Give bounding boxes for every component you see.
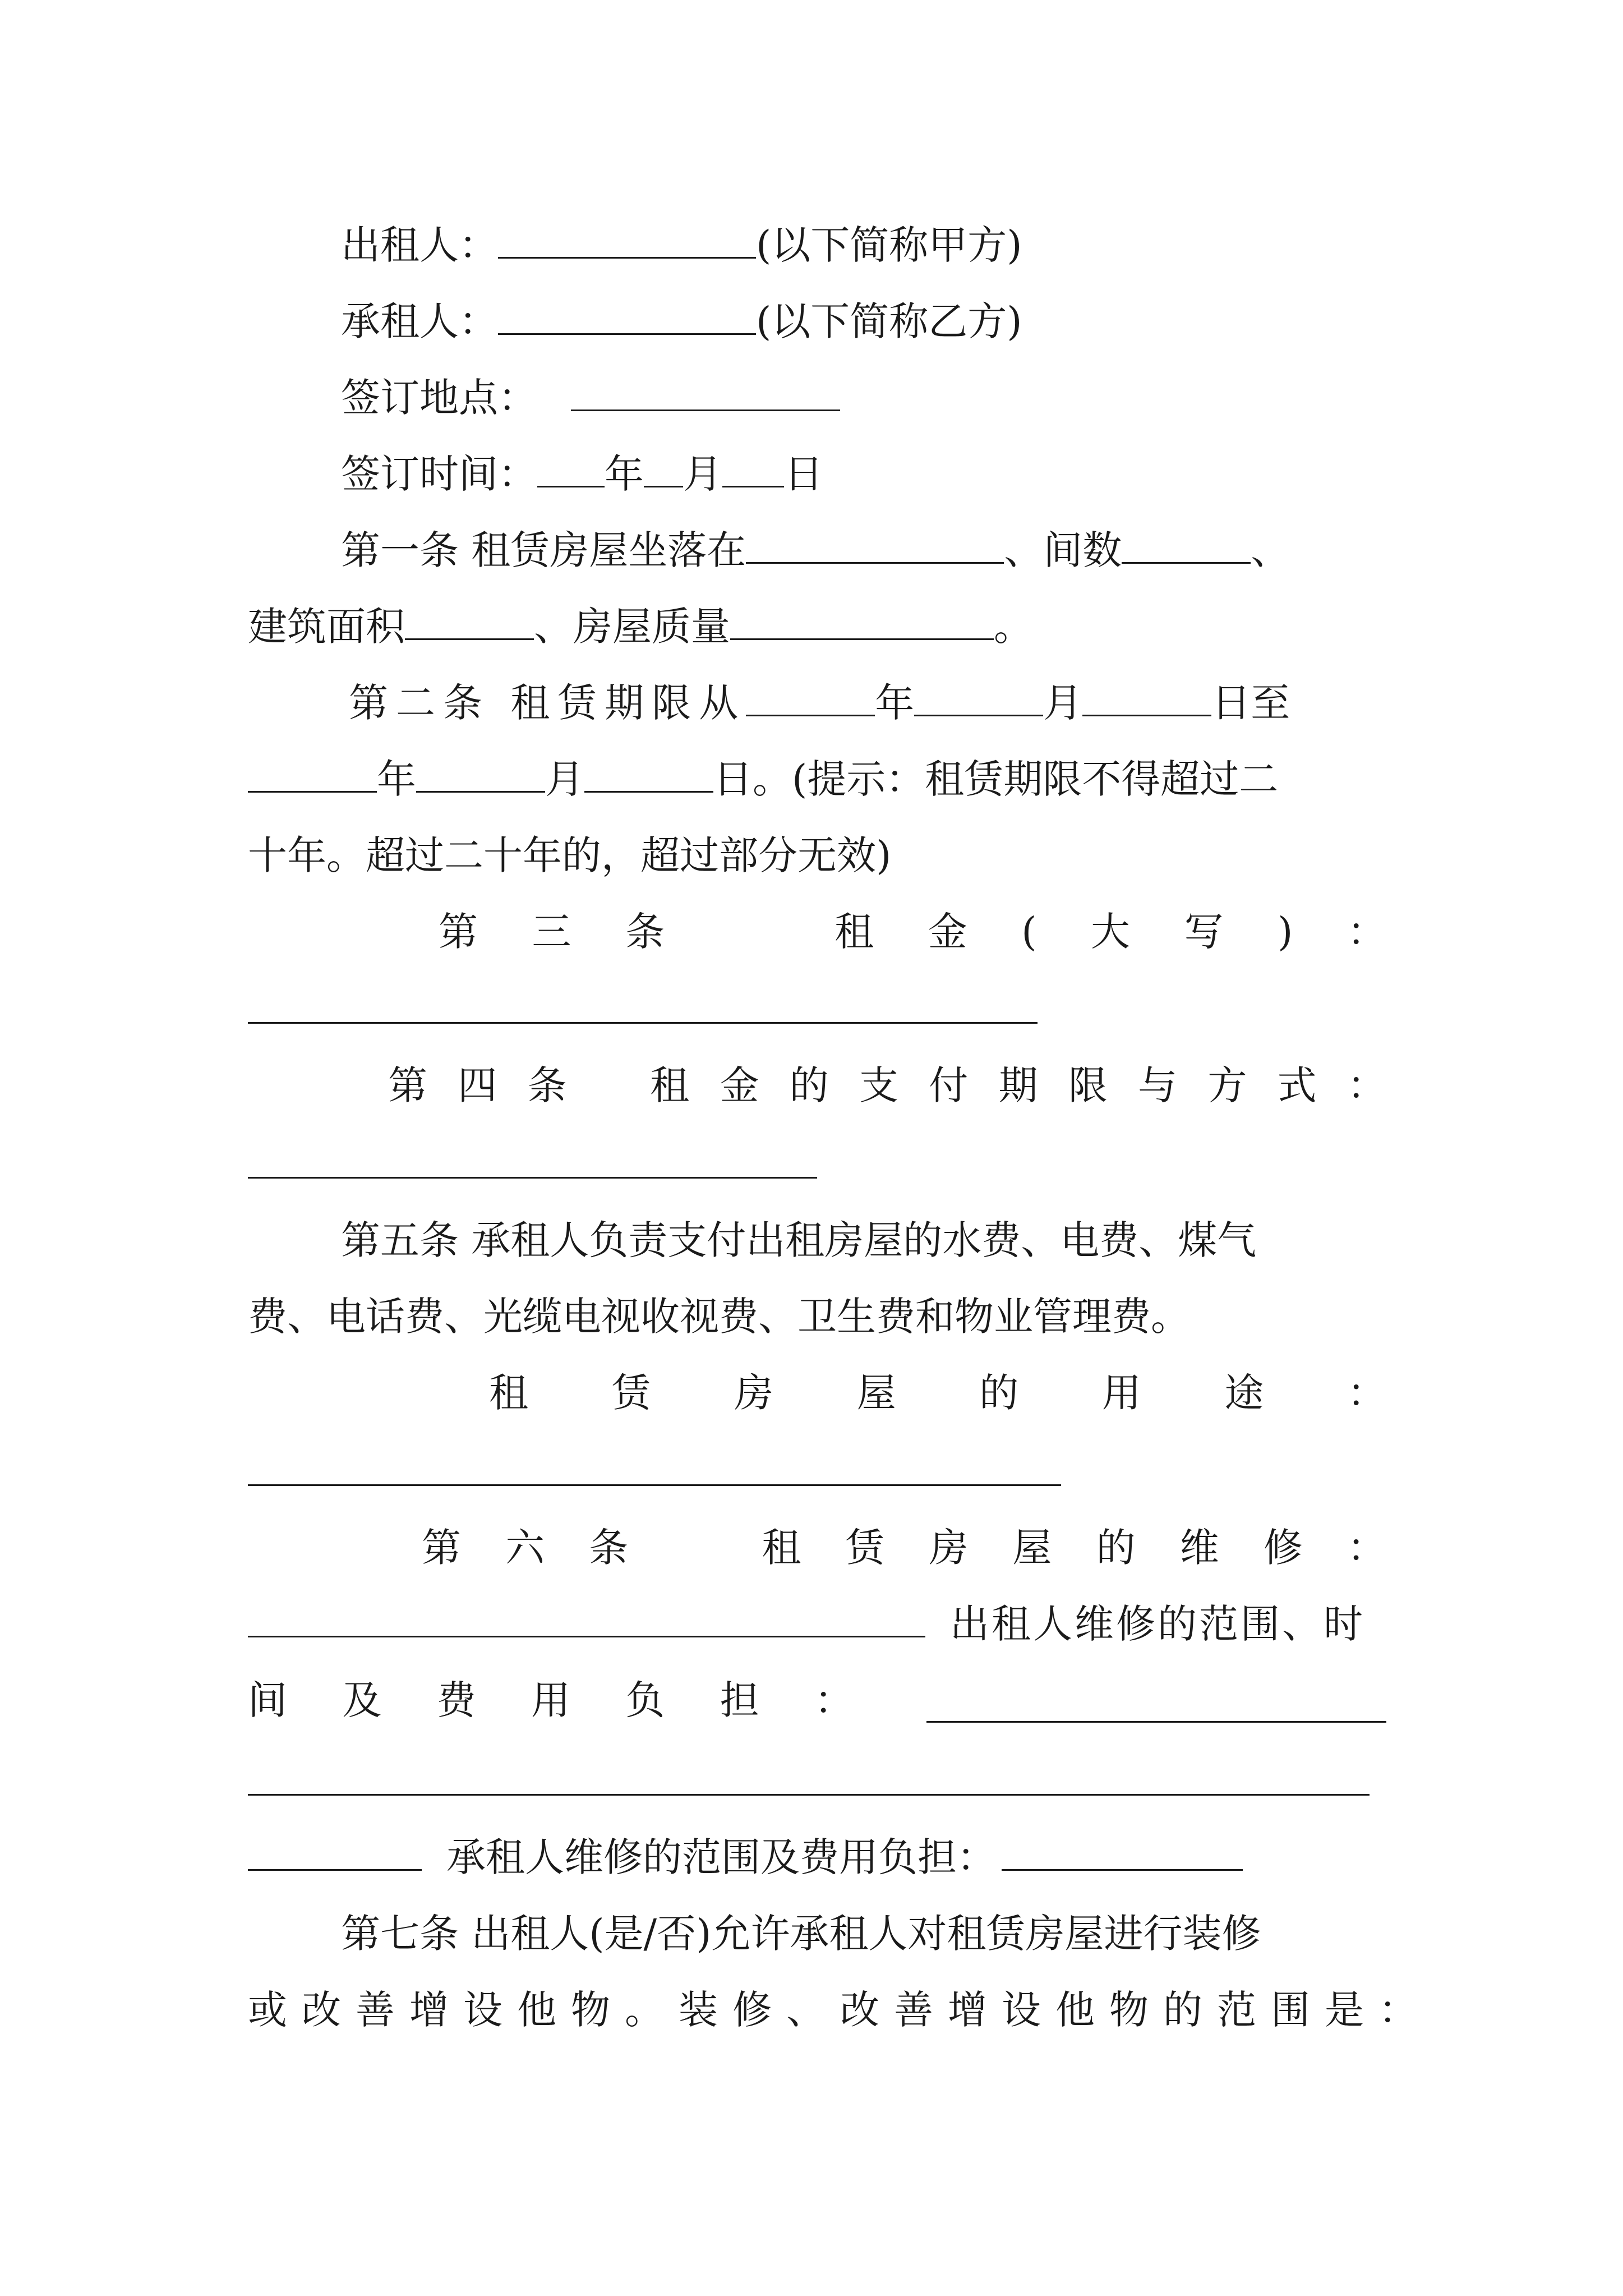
article6-repair-line2: [248, 1664, 1386, 1737]
article6-char: 条: [589, 1525, 629, 1571]
article6-char: ：: [1347, 1525, 1386, 1571]
article2-month: 月: [1043, 680, 1083, 726]
article4-char: 租: [650, 1062, 690, 1108]
article6-char: 房: [929, 1525, 969, 1571]
article3-char: 金: [928, 909, 967, 955]
article7-line2: 或改善增设他物。装修、改善增设他物的范围是：: [248, 1987, 1432, 2033]
sign-year-blank[interactable]: [537, 443, 605, 487]
usage-char: 赁: [611, 1370, 651, 1416]
sign-date-label: 签订时间：: [341, 451, 537, 497]
article4-char: 第: [388, 1062, 427, 1108]
article4-char: 方: [1207, 1062, 1247, 1108]
end-month-blank[interactable]: [416, 748, 545, 793]
repair-blank[interactable]: [248, 1593, 925, 1637]
article3-char: 租: [834, 909, 874, 955]
repair-cost-char: 及: [342, 1677, 382, 1723]
lessee-repair-blank[interactable]: [1002, 1826, 1243, 1871]
usage-char: 途: [1224, 1370, 1264, 1416]
article1-text-a: 第一条 租赁房屋坐落在: [341, 527, 746, 573]
article4-char: 与: [1138, 1062, 1178, 1108]
repair-cost-char: 间: [248, 1677, 287, 1723]
lessee-repair-line: [248, 1821, 1386, 1894]
article3-char: 大: [1091, 909, 1131, 955]
repair-cost-char: 担: [720, 1677, 759, 1723]
month-text: 月: [683, 451, 722, 497]
article1-text-b: 、间数: [1004, 527, 1122, 573]
day-text: 日: [784, 451, 823, 497]
lessor-repair-text: 出租人维修的范围、时: [950, 1601, 1365, 1647]
article6-char: 屋: [1012, 1525, 1052, 1571]
start-year-blank[interactable]: [746, 672, 875, 716]
article3-char: ：: [1347, 909, 1386, 955]
article2-day: 日至: [1211, 680, 1290, 726]
lessor-label: 出租人：: [341, 222, 498, 268]
article3-line: [248, 895, 1386, 968]
repair-detail-blank[interactable]: [248, 1794, 1370, 1796]
location-blank[interactable]: [746, 519, 1004, 564]
article2-year: 年: [875, 680, 915, 726]
article1-line2: [248, 590, 1386, 663]
repair-cost-char: ：: [814, 1677, 854, 1723]
sign-place-blank[interactable]: [571, 367, 840, 411]
usage-char: 房: [734, 1370, 774, 1416]
quality-blank[interactable]: [730, 596, 994, 640]
payment-terms-blank[interactable]: [248, 1177, 817, 1179]
usage-char: 用: [1101, 1370, 1141, 1416]
article1-text-d: 建筑面积: [248, 604, 405, 650]
article5-line1: 第五条 承租人负责支付出租房屋的水费、电费、煤气: [341, 1217, 1257, 1263]
room-count-blank[interactable]: [1122, 519, 1251, 564]
article3-char: 写: [1184, 909, 1224, 955]
usage-char: 屋: [856, 1370, 896, 1416]
article3-char: 三: [532, 909, 571, 955]
article4-char: 期: [998, 1062, 1038, 1108]
sign-place-line: [248, 361, 1386, 434]
article6-char: 赁: [845, 1525, 885, 1571]
usage-char: ：: [1347, 1370, 1386, 1416]
start-day-blank[interactable]: [1082, 672, 1211, 716]
article2-line2: [248, 743, 1386, 816]
rent-amount-blank[interactable]: [248, 1022, 1038, 1024]
article4-char: 付: [929, 1062, 969, 1108]
article4-char: 的: [789, 1062, 829, 1108]
article3-char: 条: [625, 909, 665, 955]
repair-cost-char: 费: [436, 1677, 476, 1723]
article4-char: 式: [1277, 1062, 1317, 1108]
repair-cost-char: 负: [625, 1677, 665, 1723]
article7-line1: 第七条 出租人(是/否)允许承租人对租赁房屋进行装修: [341, 1911, 1261, 1957]
sign-date-line: [248, 438, 1386, 510]
article1-text-f: 。: [994, 604, 1033, 650]
article6-char: 第: [422, 1525, 461, 1571]
lessor-blank[interactable]: [498, 214, 756, 259]
article2-end-day: 日。(提示：租赁期限不得超过二: [713, 756, 1279, 802]
lessor-repair-blank[interactable]: [926, 1678, 1386, 1723]
article2-end-year: 年: [377, 756, 416, 802]
sign-day-blank[interactable]: [722, 443, 784, 487]
article6-repair-line1: [248, 1588, 1386, 1660]
end-day-blank[interactable]: [584, 748, 713, 793]
article2-end-month: 月: [545, 756, 584, 802]
lessee-repair-pre-blank[interactable]: [248, 1826, 422, 1871]
article1-text-c: 、: [1251, 527, 1290, 573]
article1-line1: [248, 514, 1386, 587]
article6-line: [248, 1511, 1386, 1584]
article4-char: 条: [527, 1062, 567, 1108]
area-blank[interactable]: [405, 596, 534, 640]
article6-char: 六: [505, 1525, 545, 1571]
usage-blank[interactable]: [248, 1484, 1061, 1486]
lessee-suffix: (以下简称乙方): [756, 298, 1022, 344]
article4-char: 四: [458, 1062, 497, 1108]
year-text: 年: [605, 451, 644, 497]
article6-char: 租: [762, 1525, 801, 1571]
article4-char: ：: [1347, 1062, 1386, 1108]
start-month-blank[interactable]: [914, 672, 1043, 716]
article6-char: 修: [1263, 1525, 1303, 1571]
end-year-blank[interactable]: [248, 748, 377, 793]
lessee-line: [248, 285, 1386, 358]
article2-line1: [248, 666, 1386, 739]
article3-char: (: [1021, 909, 1037, 955]
article5-line2: 费、电话费、光缆电视收视费、卫生费和物业管理费。: [248, 1294, 1190, 1340]
article2-line3: 十年。超过二十年的，超过部分无效): [248, 832, 892, 878]
lessor-line: [248, 209, 1386, 282]
usage-char: 租: [489, 1370, 528, 1416]
article4-char: 限: [1068, 1062, 1108, 1108]
repair-cost-char: 用: [531, 1677, 570, 1723]
article6-char: 维: [1179, 1525, 1219, 1571]
usage-line: [248, 1356, 1386, 1429]
lessee-blank[interactable]: [498, 291, 756, 335]
usage-char: 的: [979, 1370, 1019, 1416]
lessee-label: 承租人：: [341, 298, 498, 344]
sign-place-label: 签订地点：: [341, 375, 537, 421]
article4-line: [248, 1049, 1386, 1122]
lessee-repair-text: 承租人维修的范围及费用负担：: [446, 1834, 996, 1880]
article1-text-e: 、房屋质量: [534, 604, 730, 650]
article3-char: 第: [439, 909, 478, 955]
article3-char: ): [1278, 909, 1293, 955]
article4-char: 金: [720, 1062, 759, 1108]
article6-char: 的: [1096, 1525, 1136, 1571]
article4-char: 支: [859, 1062, 898, 1108]
lessor-suffix: (以下简称甲方): [756, 222, 1022, 268]
sign-month-blank[interactable]: [644, 443, 683, 487]
article2-text-a: 第二条 租赁期限从: [349, 680, 746, 726]
